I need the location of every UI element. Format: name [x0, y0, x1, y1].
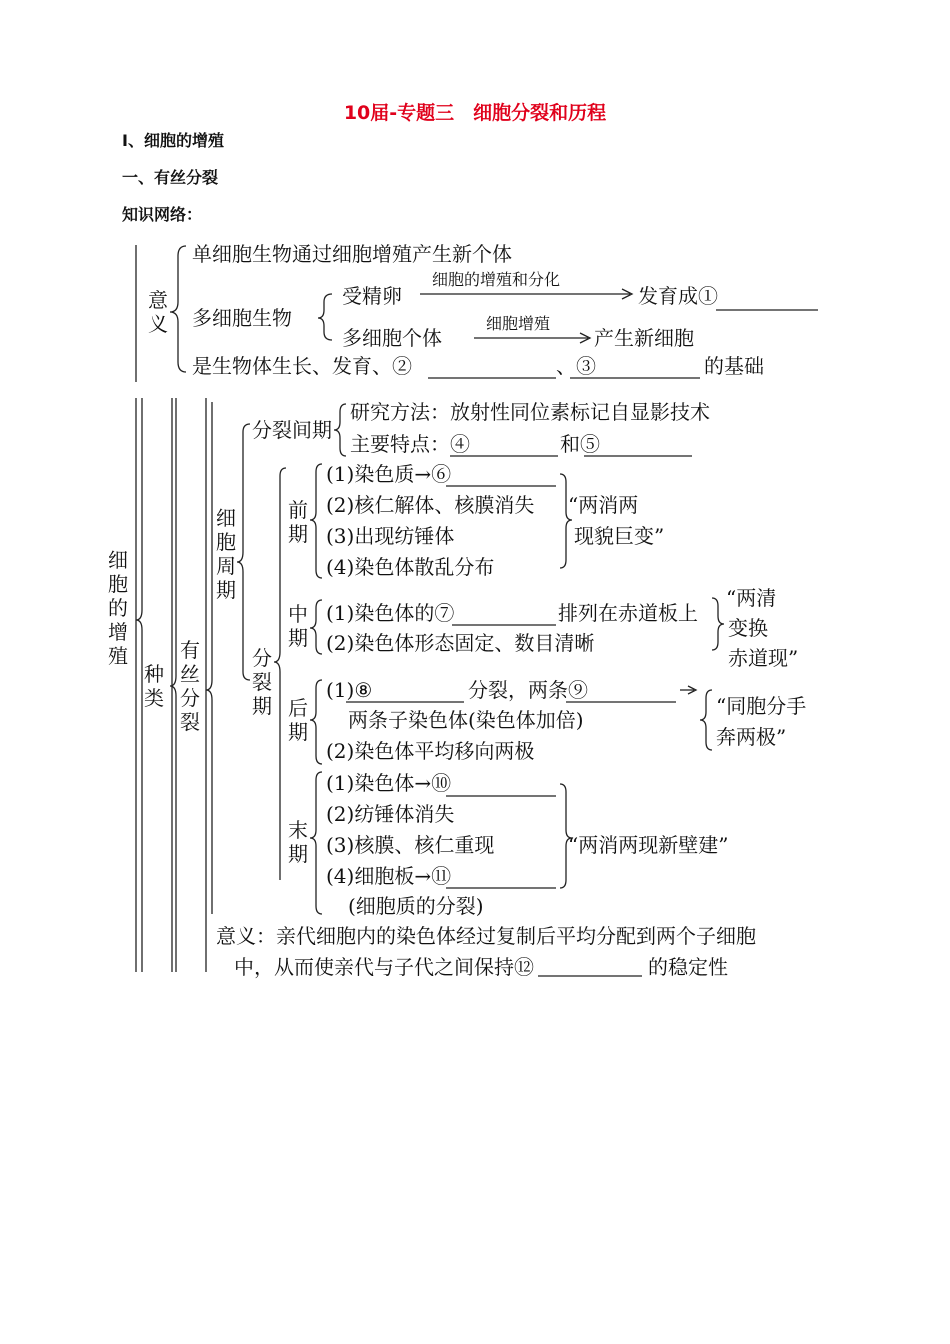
multi-brace — [318, 294, 332, 340]
metaphase-item-1a: (1)染色体的⑦ — [326, 601, 455, 625]
fertilized-egg: 受精卵 — [342, 284, 402, 308]
main-features: 主要特点：④ — [350, 432, 470, 456]
meaning-line-3b: 、③ — [556, 354, 596, 378]
telophase-item: (3)核膜、核仁重现 — [326, 833, 495, 857]
anaphase-label: 后期 — [288, 696, 308, 744]
prophase-label: 前期 — [288, 498, 308, 546]
meaning-line-3a: 是生物体生长、发育、② — [192, 354, 412, 378]
division-phase-label: 分裂期 — [252, 646, 272, 718]
document-title: 10届-专题三 细胞分裂和历程 — [343, 102, 607, 124]
metaphase-item-1b: 排列在赤道板上 — [558, 601, 698, 625]
significance-line-1: 意义：亲代细胞内的染色体经过复制后平均分配到两个子细胞 — [216, 924, 756, 948]
prophase-note-1: “两消两 — [568, 493, 639, 517]
telophase-item: (2)纺锤体消失 — [326, 802, 455, 826]
multicellular-label: 多细胞生物 — [192, 306, 292, 330]
multicellular-individual: 多细胞个体 — [342, 326, 442, 350]
metaphase-label: 中期 — [288, 602, 308, 650]
anaphase-note-2: 奔两极” — [716, 725, 787, 749]
research-method: 研究方法：放射性同位素标记自显影技术 — [350, 400, 710, 424]
meaning-line-1: 单细胞生物通过细胞增殖产生新个体 — [192, 242, 512, 266]
anaphase-item-1c: 两条子染色体(染色体加倍) — [348, 708, 584, 732]
anaphase-item-1a: (1)⑧ — [326, 678, 373, 702]
prophase-item: (4)染色体散乱分布 — [326, 555, 495, 579]
meaning-line-3c: 的基础 — [704, 354, 764, 378]
metaphase-note-3: 赤道现” — [728, 646, 799, 670]
prophase-item: (1)染色质→⑥ — [326, 462, 452, 486]
telophase-item: (1)染色体→⑩ — [326, 771, 452, 795]
heading-knowledge-network: 知识网络： — [122, 205, 203, 224]
develop-into: 发育成① — [638, 284, 718, 308]
root-label: 细胞的增殖 — [108, 548, 128, 668]
cell-cycle-label: 细胞周期 — [216, 506, 236, 602]
and-five: 和⑤ — [560, 432, 600, 456]
prophase-item: (3)出现纺锤体 — [326, 524, 455, 548]
telophase-item: (4)细胞板→⑪ — [326, 864, 452, 888]
significance-line-2b: 的稳定性 — [648, 955, 728, 979]
mitosis-label: 有丝分裂 — [180, 638, 200, 734]
anaphase-item-2: (2)染色体平均移向两极 — [326, 739, 535, 763]
telophase-label: 末期 — [288, 818, 308, 866]
arrow-label-proliferation: 细胞增殖 — [486, 314, 551, 333]
anaphase-note-1: “同胞分手 — [716, 694, 807, 718]
prophase-note-2: 现貌巨变” — [574, 524, 665, 548]
heading-mitosis: 一、有丝分裂 — [122, 168, 219, 187]
telophase-note: “两消两现新壁建” — [568, 833, 729, 857]
metaphase-note-2: 变换 — [728, 616, 768, 640]
kind-label: 种类 — [144, 662, 164, 710]
meaning-label: 意义 — [148, 288, 168, 336]
telophase-sub: (细胞质的分裂) — [348, 894, 484, 918]
anaphase-item-1b: 分裂，两条⑨ — [468, 678, 588, 702]
significance-line-2a: 中，从而使亲代与子代之间保持⑫ — [234, 955, 534, 979]
metaphase-note-1: “两清 — [726, 586, 777, 610]
heading-cell-proliferation: Ⅰ、细胞的增殖 — [122, 131, 224, 150]
interphase-label: 分裂间期 — [252, 418, 332, 442]
prophase-item: (2)核仁解体、核膜消失 — [326, 493, 535, 517]
metaphase-item-2: (2)染色体形态固定、数目清晰 — [326, 631, 595, 655]
meaning-brace — [170, 246, 186, 372]
arrow-label-proliferation-differentiation: 细胞的增殖和分化 — [432, 270, 561, 289]
produce-new-cell: 产生新细胞 — [594, 326, 694, 350]
